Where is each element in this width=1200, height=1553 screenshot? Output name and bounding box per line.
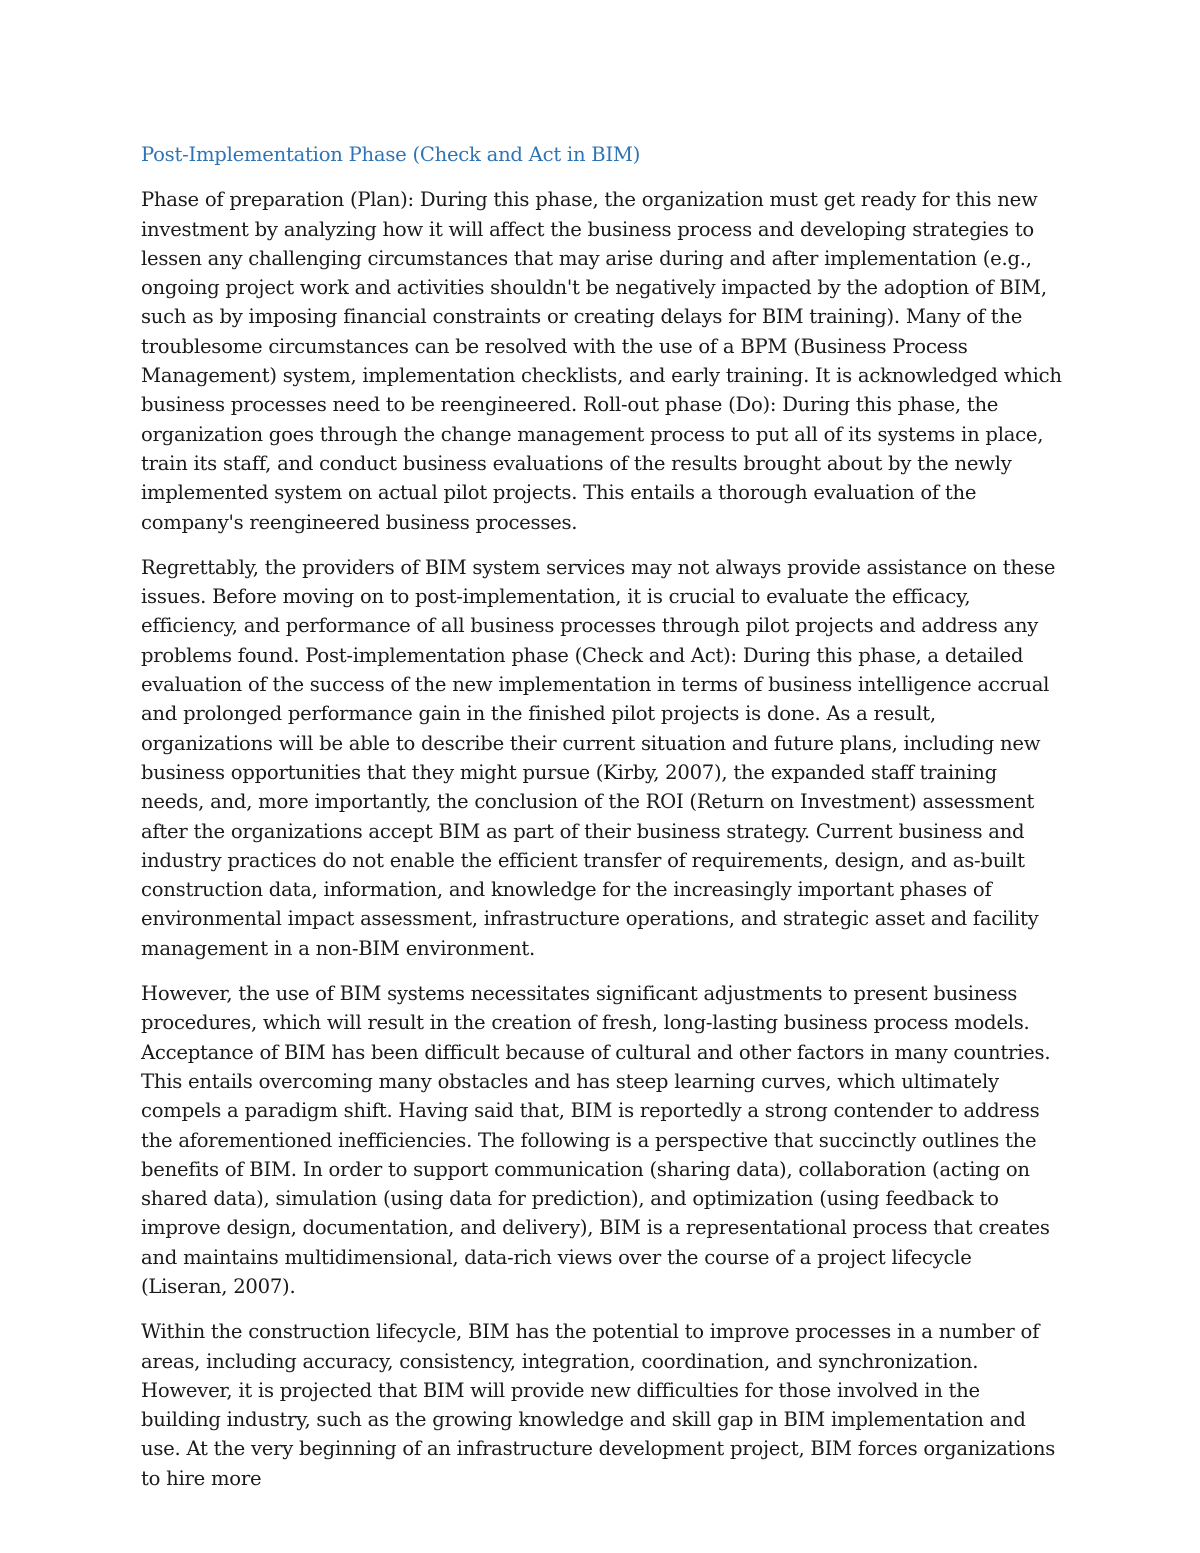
- paragraph-3: However, the use of BIM systems necessitates significant adjustments to present business procedures, which will result in the creation of fresh, long-lasting business process models. Acceptance of BIM has been difficult because of cultural and other factors in many countries. This entails overcoming many obstacles and has steep learning curves, which ultimately compels a paradigm shift. Having said that, BIM is reportedly a strong contender to address the aforementioned inefficiencies. The following is a perspective that succinctly outlines the benefits of BIM. In order to support communication (sharing data), collaboration (acting on shared data), simulation (using data for prediction), and optimization (using feedback to improve design, documentation, and delivery), BIM is a representational process that creates and maintains multidimensional, data-rich views over the course of a project lifecycle (Liseran, 2007).: [141, 982, 1051, 1298]
- paragraph-4: Within the construction lifecycle, BIM has the potential to improve processes in a number of areas, including accuracy, consistency, integration, coordination, and synchronization. However, it is projected that BIM will provide new difficulties for those involved in the building industry, such as the growing knowledge and skill gap in BIM implementation and use. At the very beginning of an infrastructure development project, BIM forces organizations to hire more: [141, 1320, 1056, 1490]
- paragraph-2: Regrettably, the providers of BIM system services may not always provide assistance on these issues. Before moving on to post-implementation, it is crucial to evaluate the efficacy, efficiency, and performance of all business processes through pilot projects and address any problems found. Post-implementation phase (Check and Act): During this phase, a detailed evaluation of the success of the new implementation in terms of business intelligence accrual and prolonged performance gain in the finished pilot projects is done. As a result, organizations will be able to describe their current situation and future plans, including new business opportunities that they might pursue (Kirby, 2007), the expanded staff training needs, and, more importantly, the conclusion of the ROI (Return on Investment) assessment after the organizations accept BIM as part of their business strategy. Current business and industry practices do not enable the efficient transfer of requirements, design, and as-built construction data, information, and knowledge for the increasingly important phases of environmental impact assessment, infrastructure operations, and strategic asset and facility management in a non-BIM environment.: [141, 555, 1056, 960]
- paragraph-1: Phase of preparation (Plan): During this phase, the organization must get ready for this new investment by analyzing how it will affect the business process and developing strategies to lessen any challenging circumstances that may arise during and after implementation (e.g., ongoing project work and activities shouldn't be negatively impacted by the adoption of BIM, such as by imposing financial constraints or creating delays for BIM training). Many of the troublesome circumstances can be resolved with the use of a BPM (Business Process Management) system, implementation checklists, and early training. It is acknowledged which business processes need to be reengineered. Roll-out phase (Do): During this phase, the organization goes through the change management process to put all of its systems in place, train its staff, and conduct business evaluations of the results brought about by the newly implemented system on actual pilot projects. This entails a thorough evaluation of the company's reengineered business processes.: [141, 188, 1062, 534]
- section-heading: Post-Implementation Phase (Check and Act in BIM): [141, 143, 641, 166]
- document-body: [141, 140, 1063, 1509]
